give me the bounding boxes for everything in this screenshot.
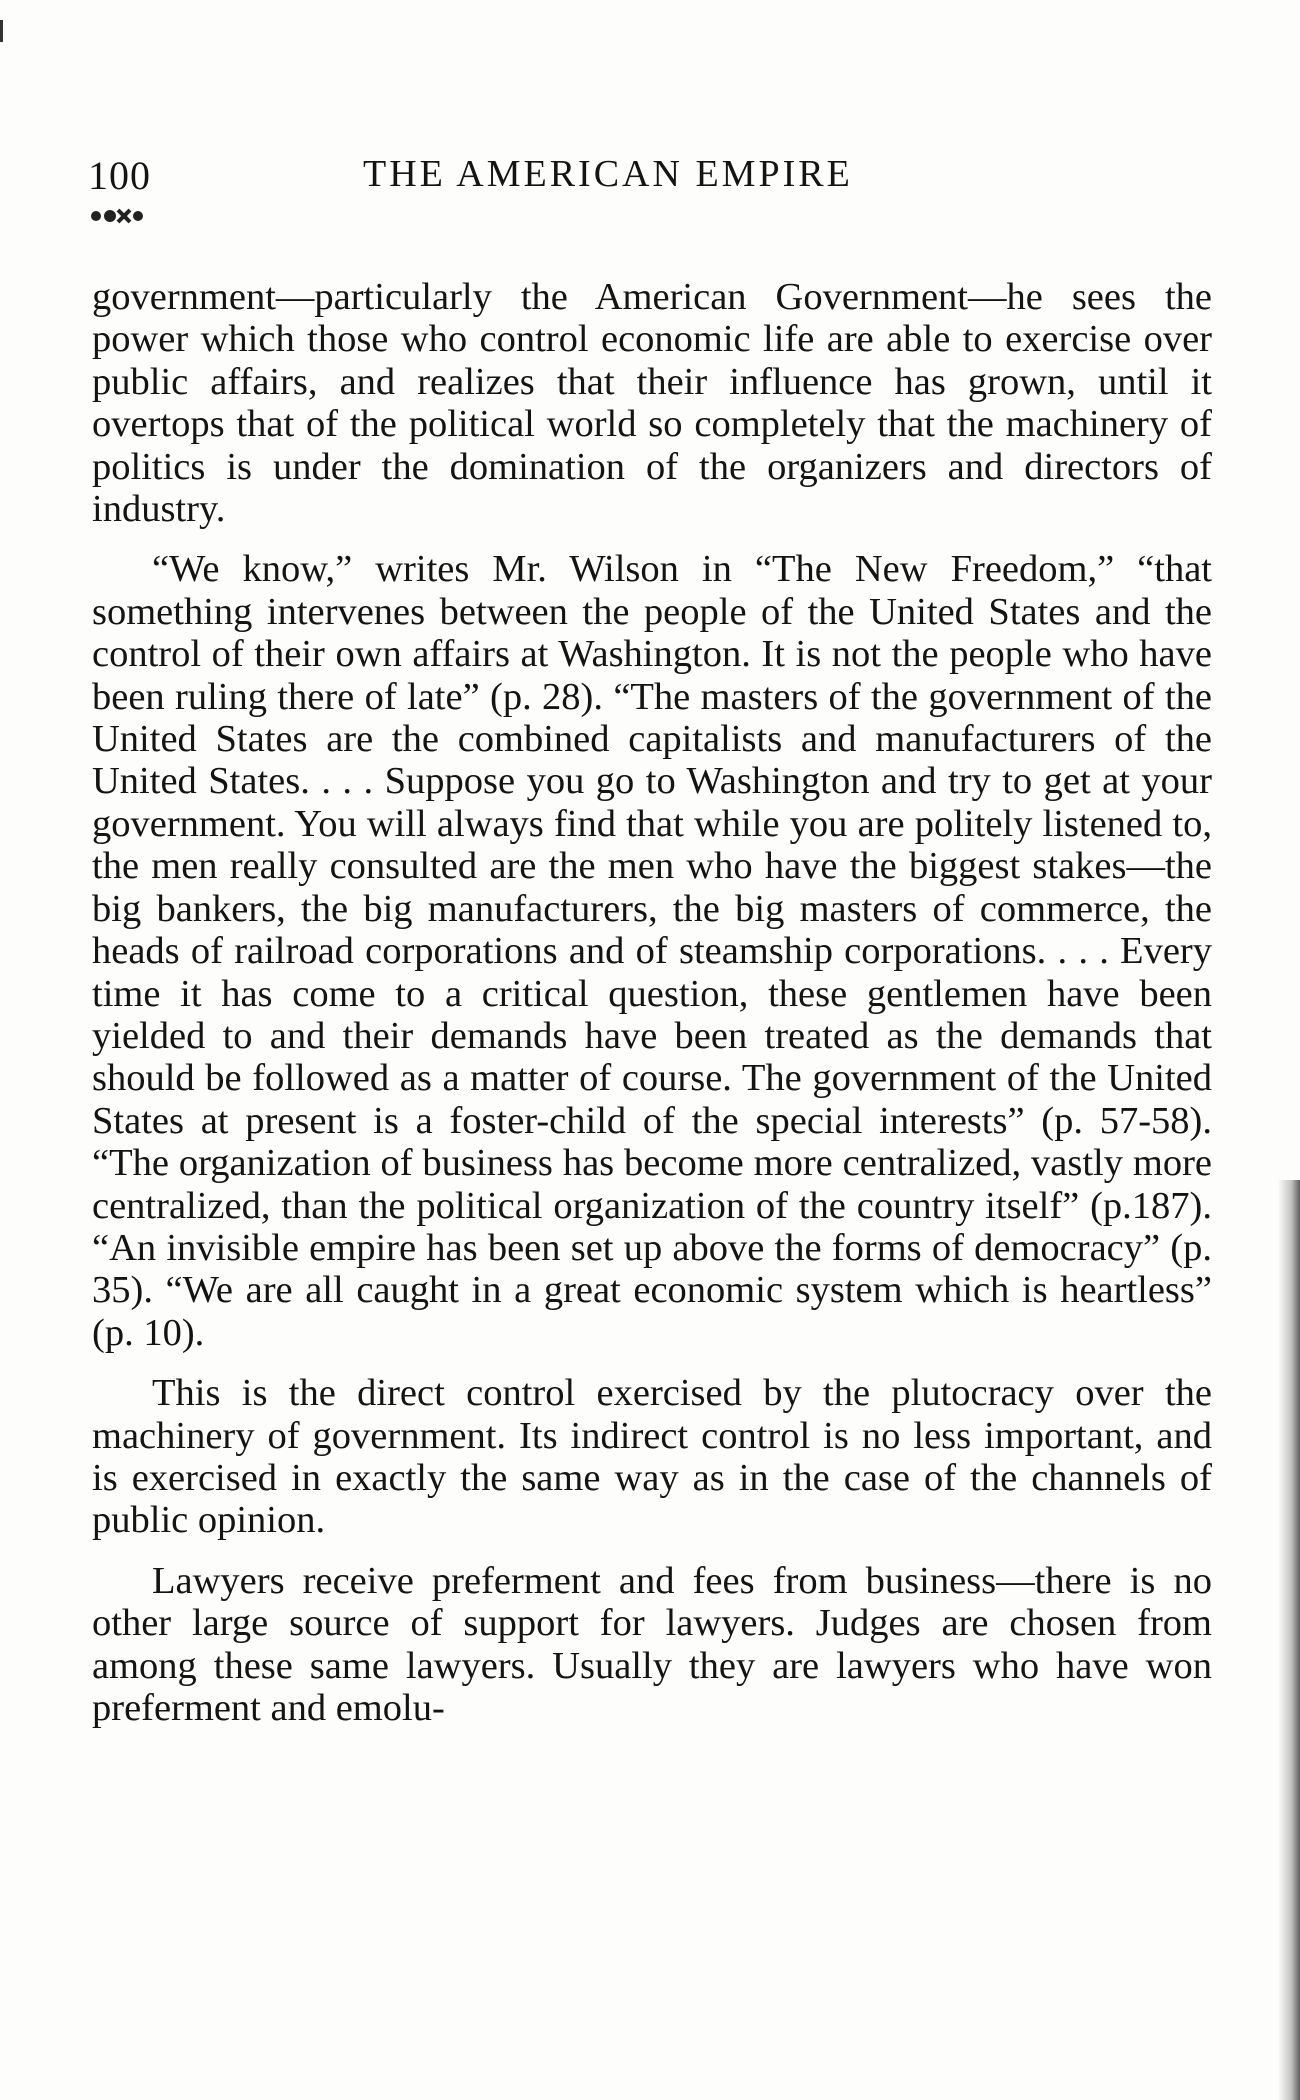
paragraph-4: Lawyers receive preferment and fees from business—there is no other large source of support for lawyers. Judges are chosen from among these same lawyers. Usually they are lawyers who have won preferment and emolu- <box>92 1559 1212 1729</box>
paragraph-2: “We know,” writes Mr. Wilson in “The New Freedom,” “that something intervenes between the people of the United States and the control of their own affairs at Washington. It is not the people who have been ruling there of late” (p. 28). “The masters of the government of the United States are the combined capitalists and manufacturers of the United States. . . . Suppose you go to Washington and try to get at your government. You will always find that while you are politely listened to, the men really consulted are the men who have the biggest stakes—the big bankers, the big manufacturers, the big masters of commerce, the heads of railroad corporations and of steamship corporations. . . . Every time it has come to a critical question, these gentlemen have been yielded to and their demands have been treated as the demands that should be followed as a matter of course. The government of the United States at present is a foster-child of the special interests” (p. 57-58). “The organization of business has become more centralized, vastly more centralized, than the political organization of the country itself” (p.187). “An invisible empire has been set up above the forms of democracy” (p. 35). “We are all caught in a great economic system which is heartless” (p. 10). <box>92 548 1212 1354</box>
page-edge-shadow <box>1278 1180 1300 2100</box>
page-number: 100 <box>88 153 151 198</box>
scan-mark <box>0 20 3 42</box>
paragraph-1: government—particularly the American Government—he sees the power which those who control economic life are able to exercise over public affairs, and realizes that their influence has grown, until it overtops that of the political world so completely that the machinery of politics is under the domination of the organizers and directors of industry. <box>92 276 1212 531</box>
ornament-icon <box>88 204 158 228</box>
running-head: THE AMERICAN EMPIRE <box>363 153 853 195</box>
body-text <box>92 276 1212 1729</box>
page-header <box>88 152 1218 212</box>
paragraph-3: This is the direct control exercised by the plutocracy over the machinery of government. Its indirect control is no less important, and is exercised in exactly the same way as in the case of the channels of public opinion. <box>92 1372 1212 1542</box>
